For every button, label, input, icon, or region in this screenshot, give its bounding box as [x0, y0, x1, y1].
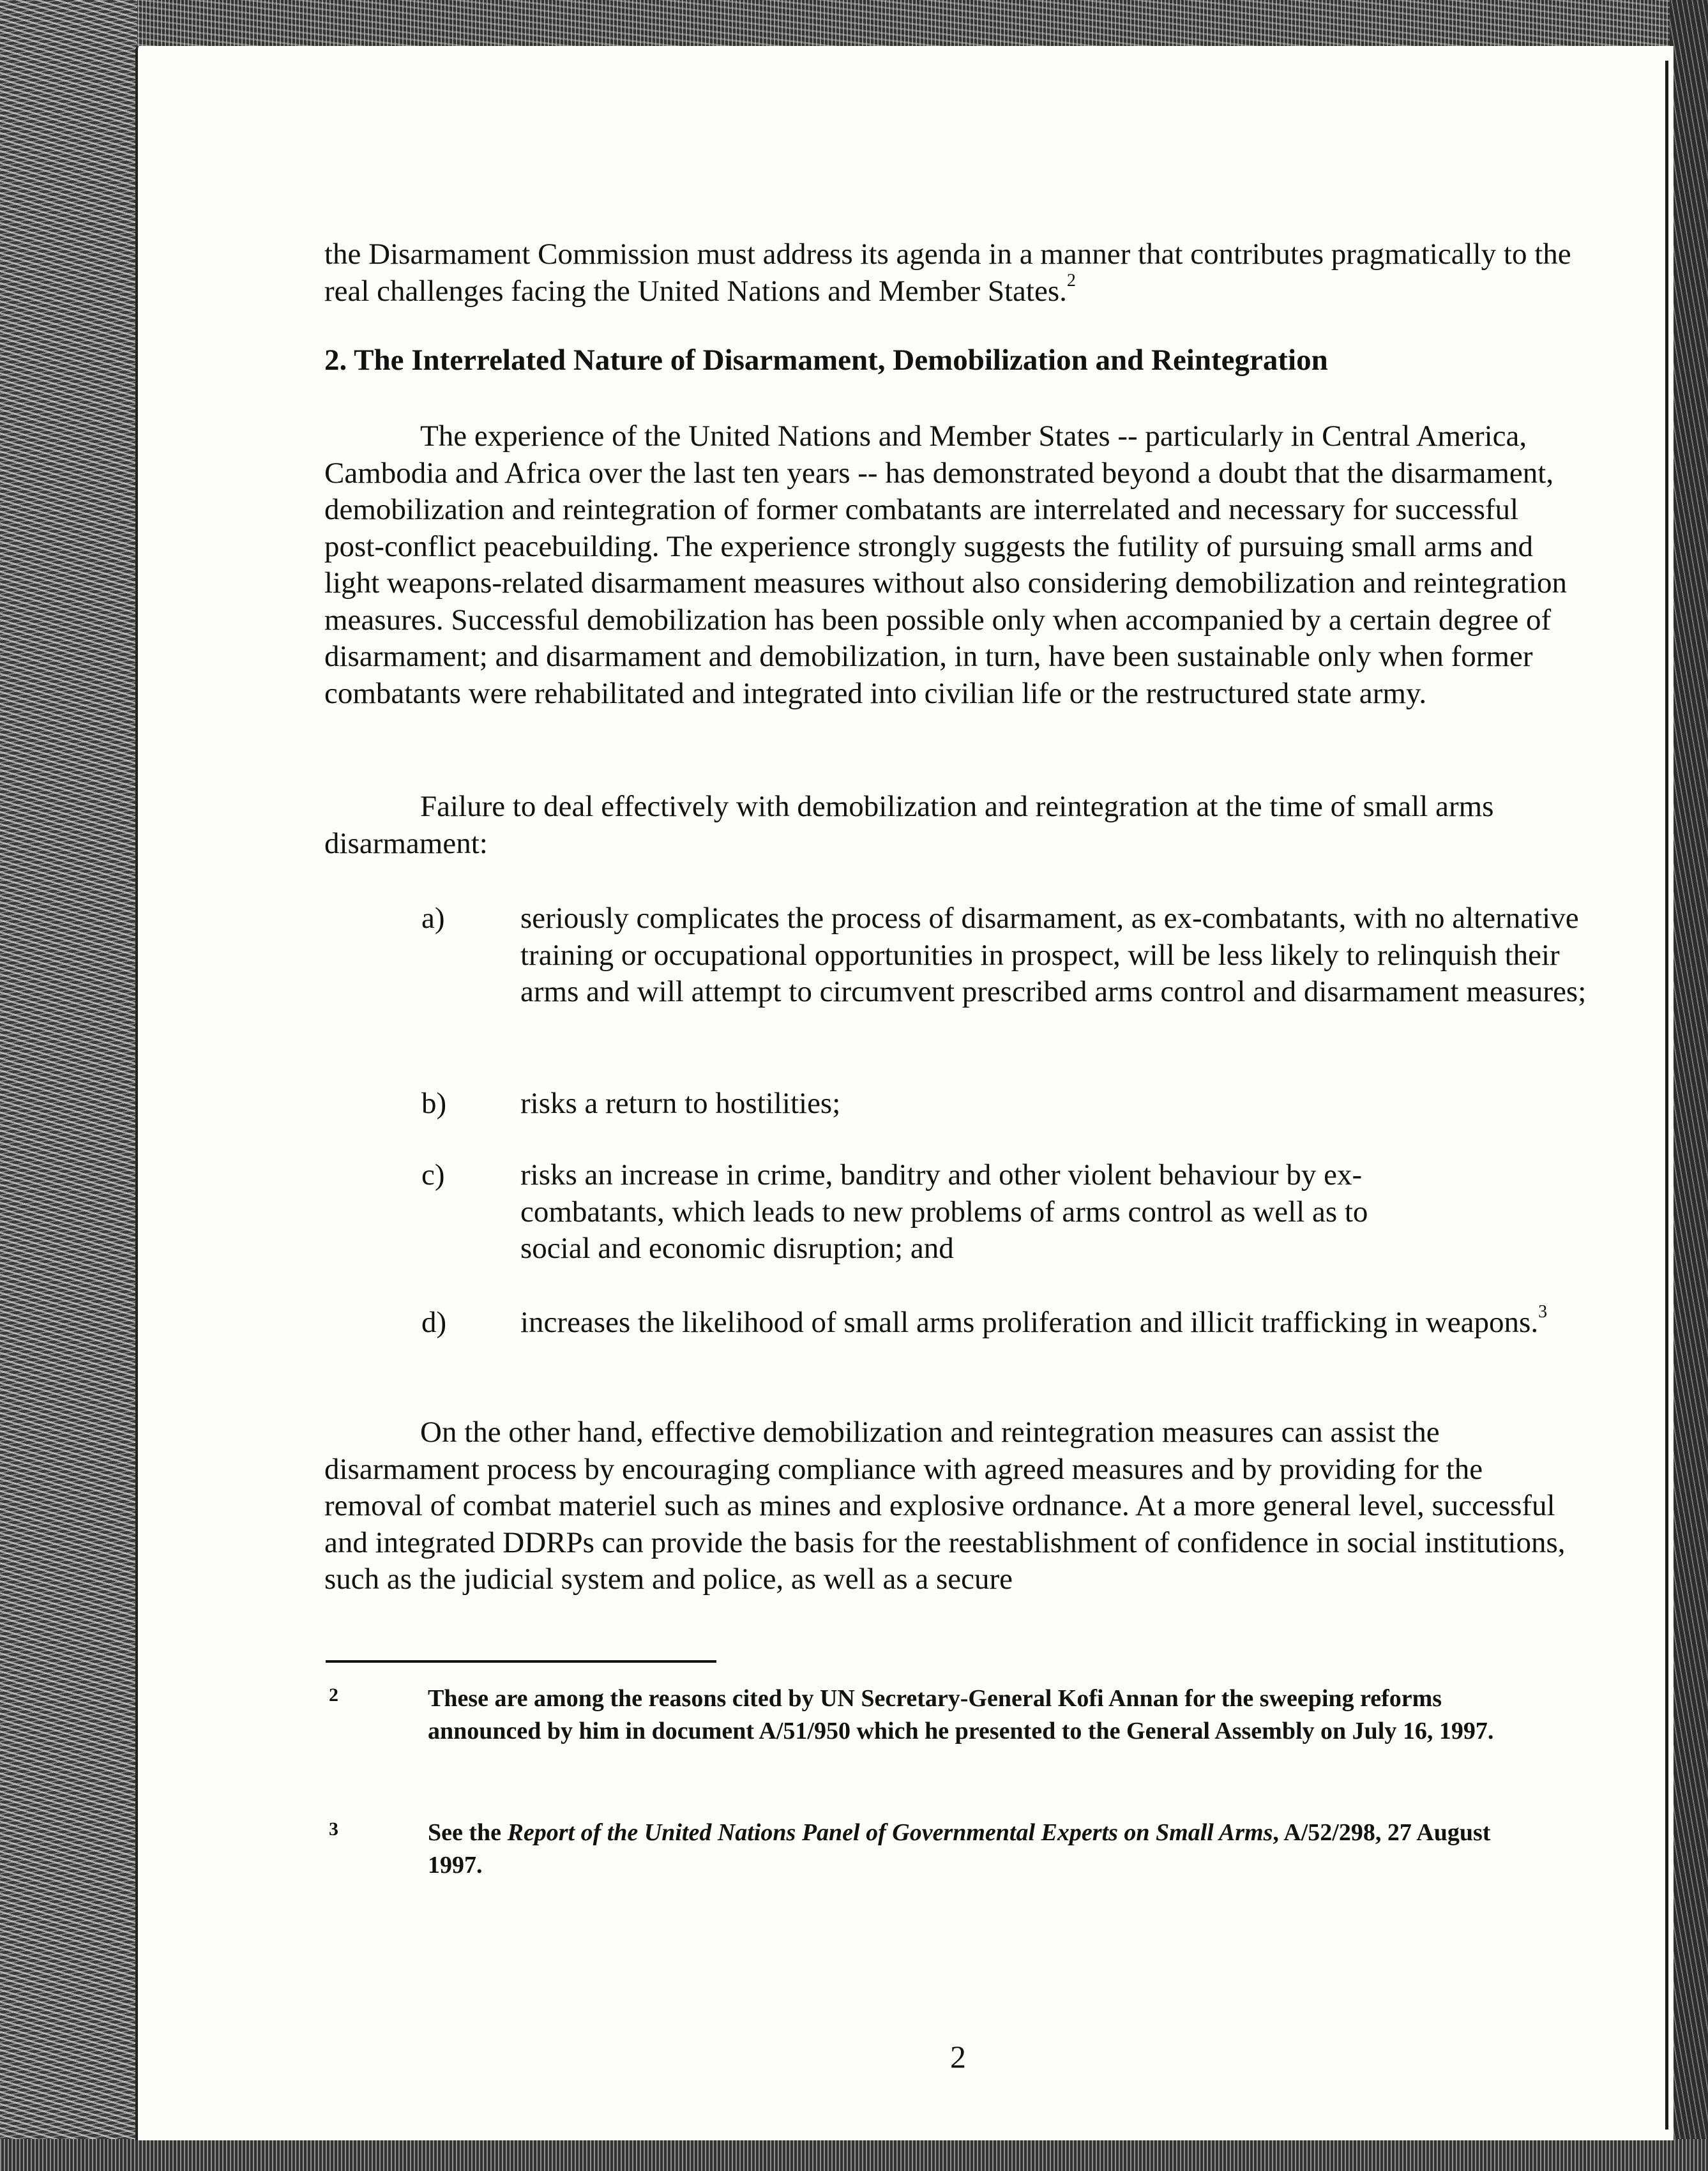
footnote-number: 3: [329, 1819, 338, 1840]
scan-border-top: [0, 0, 1708, 48]
list-item-text: risks a return to hostilities;: [520, 1087, 841, 1120]
list-item-text: seriously complicates the process of disarmament, as ex-combatants, with no alternative training or occupational opportunities in prospect, will be less likely to relinquish their arms and will attempt to circumvent prescribed arms control and disarmament measures;: [520, 902, 1587, 1008]
paragraph-3-text: On the other hand, effective demobilization and reintegration measures can assist the disarmament process by encouraging compliance with agreed measures and by providing for the removal of combat materiel such as mines and explosive ordnance. At a more general level, successful and integrated DDRPs can provide the basis for the reestablishment of confidence in social institutions, such as the judicial system and police, as well as a secure: [324, 1416, 1566, 1596]
footnote-separator: [326, 1660, 716, 1663]
footnote-3-title: Report of the United Nations Panel of Governmental Experts on Small Arms: [507, 1819, 1273, 1846]
list-marker: c): [421, 1158, 445, 1191]
scan-border-left: [0, 0, 137, 2171]
footnote-3-pre: See the: [428, 1819, 508, 1846]
paragraph-2-text: Failure to deal effectively with demobilization and reintegration at the time of small arms disarmament:: [324, 790, 1494, 860]
footnote-number: 2: [329, 1684, 338, 1706]
page-number: 2: [950, 2039, 966, 2075]
footnote-text: [428, 1817, 1542, 1882]
scan-border-bottom: [0, 2139, 1708, 2171]
footnote-3-post: , A/52/298, 27 August 1997.: [428, 1819, 1491, 1879]
scan-border-right: [1670, 0, 1708, 2171]
footnote-text: These are among the reasons cited by UN Secretary-General Kofi Annan for the sweeping reforms announced by him in document A/51/950 which he presented to the General Assembly on July 16, 1997.: [428, 1685, 1494, 1744]
paragraph-1: [324, 418, 1576, 712]
section-heading: 2. The Interrelated Nature of Disarmament, Demobilization and Reintegration: [324, 344, 1328, 377]
list-item-d-text: increases the likelihood of small arms proliferation and illicit trafficking in weapons.: [520, 1306, 1539, 1339]
list-marker: a): [421, 902, 445, 935]
footnote-ref-3: 3: [1538, 1302, 1548, 1322]
list-marker: d): [421, 1306, 447, 1339]
paragraph-1-text: The experience of the United Nations and Member States -- particularly in Central America, Cambodia and Africa over the last ten years -- has demonstrated beyond a doubt that the disarmament, demobilization and reintegration of former combatants are interrelated and necessary for successful post-conflict peacebuilding. The experience strongly suggests the futility of pursuing small arms and light weapons-related disarmament measures without also considering demobilization and reintegration measures. Successful demobilization has been possible only when accompanied by a certain degree of disarmament; and disarmament and demobilization, in turn, have been sustainable only when former combatants were rehabilitated and integrated into civilian life or the restructured state army.: [324, 420, 1568, 710]
page-edge: [1665, 61, 1668, 2129]
continued-paragraph: [324, 236, 1576, 310]
continued-paragraph-text: the Disarmament Commission must address its agenda in a manner that contributes pragmatically to the real challenges facing the United Nations and Member States.: [324, 238, 1571, 308]
list-item-text: [520, 1302, 1593, 1342]
paragraph-3: [324, 1414, 1576, 1598]
list-item-text: risks an increase in crime, banditry and other violent behaviour by ex-combatants, which leads to new problems of arms control as well as to social and economic disruption; and: [520, 1158, 1368, 1265]
list-marker: b): [421, 1087, 447, 1120]
footnote-ref-2: 2: [1066, 270, 1076, 291]
paragraph-2: [324, 789, 1576, 862]
